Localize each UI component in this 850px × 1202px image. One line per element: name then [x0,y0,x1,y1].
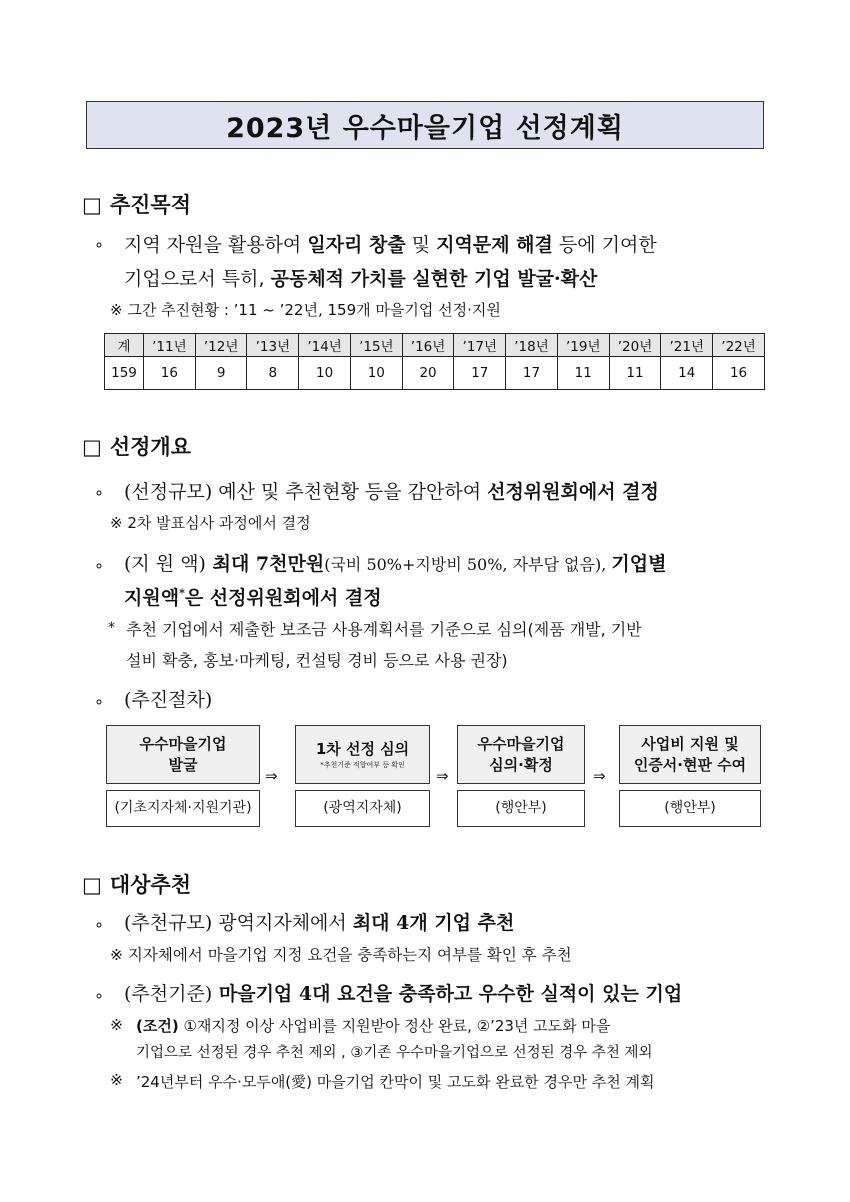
table-value-cell: 159 [105,357,144,390]
arrow-right-icon: ⇒ [265,767,278,785]
table-value-cell: 17 [506,357,558,390]
table-header-cell: ’13년 [247,334,299,357]
recommend-scale-line: (추천규모) 광역지자체에서 최대 4개 기업 추천 [124,912,515,934]
table-value-cell: 14 [661,357,713,390]
table-value-cell: 10 [299,357,351,390]
bullet-icon: ∘ [94,915,105,934]
ref-mark-icon: ※ [110,1071,123,1089]
process-org-4: (행안부) [619,790,761,827]
overview-amount-line-1: (지 원 액) 최대 7천만원(국비 50%+지방비 50%, 자부담 없음), 기업별 [124,553,667,575]
table-value-cell: 8 [247,357,299,390]
process-org-3: (행안부) [457,790,585,827]
arrow-right-icon: ⇒ [436,767,449,785]
arrow-right-icon: ⇒ [593,767,606,785]
table-value-cell: 9 [195,357,247,390]
checkbox-square-icon: □ [82,873,102,897]
table-header-cell: ’14년 [299,334,351,357]
overview-scale-line: (선정규모) 예산 및 추천현황 등을 감안하여 선정위원회에서 결정 [124,481,659,503]
table-header-cell: ’17년 [454,334,506,357]
table-header-cell: ’22년 [713,334,765,357]
bullet-icon: ∘ [94,692,105,711]
table-header-cell: ’20년 [609,334,661,357]
table-header-cell: ’11년 [144,334,196,357]
bullet-icon: ∘ [94,483,105,502]
process-org-1: (기초지자체·지원기관) [106,790,260,827]
table-header-cell: ’12년 [195,334,247,357]
process-step-2: 1차 선정 심의 *추천기준 적합여부 등 확인 [295,725,430,784]
recommend-condition-line-2: 기업으로 선정된 경우 추천 제외 , ③기존 우수마을기업으로 선정된 경우 추천 제외 [136,1045,653,1061]
table-value-cell: 10 [350,357,402,390]
table-header-cell: ’16년 [402,334,454,357]
bullet-icon: ∘ [94,556,105,575]
table-value-cell: 17 [454,357,506,390]
recommend-final-note: ’24년부터 우수·모두애(愛) 마을기업 칸막이 및 고도화 완료한 경우만 추천 계획 [136,1073,655,1091]
ref-mark-icon: ※ [110,1016,123,1034]
section-heading-purpose: □ 추진목적 [82,193,191,217]
table-value-cell: 20 [402,357,454,390]
table-header-cell: ’15년 [350,334,402,357]
section-heading-overview: □ 선정개요 [82,435,191,459]
table-value-cell: 16 [144,357,196,390]
process-org-2: (광역지자체) [295,790,430,827]
recommend-criteria-line: (추천기준) 마을기업 4대 요건을 충족하고 우수한 실적이 있는 기업 [124,983,683,1005]
table-header-cell: ’18년 [506,334,558,357]
purpose-line-1: 지역 자원을 활용하여 일자리 창출 및 지역문제 해결 등에 기여한 [124,234,657,256]
purpose-note: ※ 그간 추진현황 : ’11 ~ ’22년, 159개 마을기업 선정·지원 [110,301,501,319]
footnote-marker: * [108,620,115,636]
table-value-cell: 11 [557,357,609,390]
table-value-cell: 11 [609,357,661,390]
overview-amount-line-2: 지원액*은 선정위원회에서 결정 [124,586,382,609]
process-step-4: 사업비 지원 및 인증서·현판 수여 [619,725,761,784]
checkbox-square-icon: □ [82,435,102,459]
page-title: 2023년 우수마을기업 선정계획 [86,101,764,149]
selection-history-table [104,333,765,390]
process-step-1: 우수마을기업 발굴 [106,725,260,784]
section-heading-recommend: □ 대상추천 [82,873,191,897]
purpose-line-2: 기업으로서 특히, 공동체적 가치를 실현한 기업 발굴·확산 [124,268,598,290]
overview-scale-note: ※ 2차 발표심사 과정에서 결정 [110,514,311,532]
checkbox-square-icon: □ [82,193,102,217]
procedure-label: (추진절차) [124,689,213,711]
overview-amount-note-2: 설비 확충, 홍보·마케팅, 컨설팅 경비 등으로 사용 권장) [126,651,508,670]
bullet-icon: ∘ [94,986,105,1005]
table-header-cell: 계 [105,334,144,357]
process-step-3: 우수마을기업 심의·확정 [457,725,585,784]
recommend-condition-line-1: (조건) ①재지정 이상 사업비를 지원받아 정산 완료, ②’23년 고도화 마을 [136,1017,611,1035]
table-value-cell: 16 [713,357,765,390]
recommend-scale-note: ※ 지자체에서 마을기업 지정 요건을 충족하는지 여부를 확인 후 추천 [110,946,572,964]
bullet-icon: ∘ [94,235,105,254]
table-header-cell: ’19년 [557,334,609,357]
overview-amount-note-1: 추천 기업에서 제출한 보조금 사용계획서를 기준으로 심의(제품 개발, 기반 [126,620,642,639]
table-header-cell: ’21년 [661,334,713,357]
